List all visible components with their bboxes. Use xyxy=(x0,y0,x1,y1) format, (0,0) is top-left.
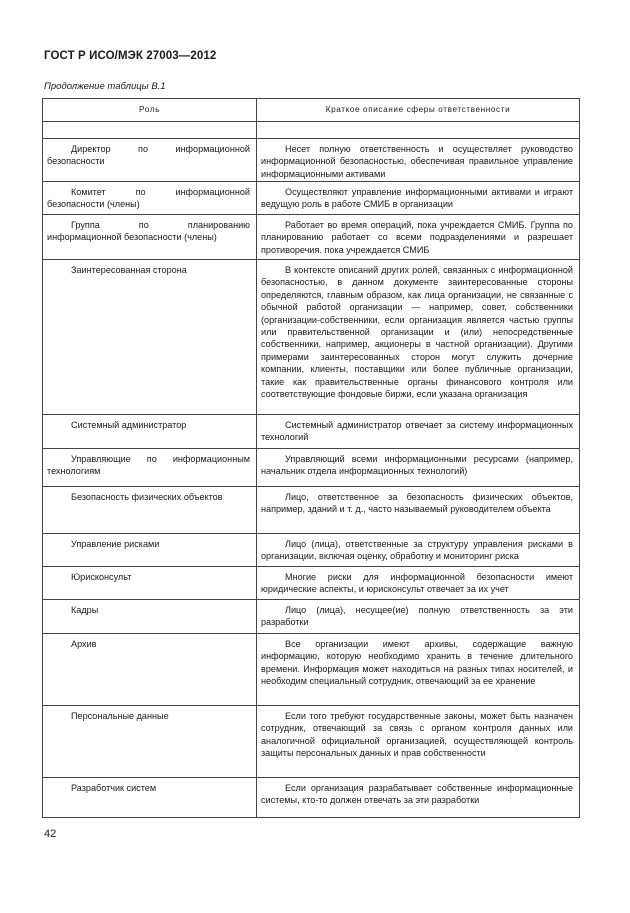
description-cell: Осуществляют управление информационными активами и играют ведущую роль в работе СМИБ в организации xyxy=(257,182,580,215)
description-cell: Если организация разрабатывает собственные информационные системы, кто-то должен отвечать за эти разработки xyxy=(257,778,580,818)
table-row xyxy=(43,567,580,600)
description-cell: Многие риски для информационной безопасности имеют юридические аспекты, и юрисконсульт отвечает за их учет xyxy=(257,567,580,600)
description-cell: Лицо (лица), несущее(ие) полную ответственность за эти разработки xyxy=(257,600,580,634)
description-cell: Лицо, ответственное за безопасность физических объектов, например, зданий и т. д., часто называемый руководителем объекта xyxy=(257,487,580,534)
table-row xyxy=(43,215,580,260)
description-cell: Управляющий всеми информационными ресурсами (например, начальник отдела информационных технологий) xyxy=(257,449,580,487)
table-row xyxy=(43,182,580,215)
column-header-description: Краткое описание сферы ответственности xyxy=(257,99,580,122)
role-cell: Юрисконсульт xyxy=(43,567,257,600)
table-row xyxy=(43,600,580,634)
table-row xyxy=(43,778,580,818)
role-cell: Комитет по информационной безопасности (члены) xyxy=(43,182,257,215)
role-cell: Кадры xyxy=(43,600,257,634)
page-number: 42 xyxy=(44,828,57,840)
table-row xyxy=(43,706,580,778)
role-cell: Управляющие по информационным технологиям xyxy=(43,449,257,487)
table-row xyxy=(43,449,580,487)
document-header: ГОСТ Р ИСО/МЭК 27003—2012 xyxy=(44,50,217,62)
role-cell: Архив xyxy=(43,634,257,706)
description-cell: Если того требуют государственные законы, может быть назначен сотрудник, отвечающий за связь с органом контроля данных или аналогичной официальной организацией, осуществляющей контроль защиты персональных данных и прав собственности xyxy=(257,706,580,778)
roles-table xyxy=(42,98,580,818)
role-cell: Заинтересованная сторона xyxy=(43,260,257,415)
role-cell: Персональные данные xyxy=(43,706,257,778)
table-caption: Продолжение таблицы В.1 xyxy=(44,81,166,92)
role-cell: Директор по информационной безопасности xyxy=(43,139,257,182)
spacer-cell xyxy=(43,122,257,139)
description-cell: В контексте описаний других ролей, связанных с информационной безопасностью, в данном документе заинтересованные стороны определяются, главным образом, как лица организации, не связанные с обычной работой организации — например, совет, собственники (организации-собственники, если организация является частью группы или правительственной организации и (или) непосредственные собственники, например, акционеры в частной организации). Другими примерами заинтересованных сторон могут служить дочерние компании, клиенты, поставщики или более публичные организации, такие как правительственные органы финансового контроля или соответствующие фондовые биржи, если указана организация xyxy=(257,260,580,415)
table-row xyxy=(43,634,580,706)
role-cell: Разработчик систем xyxy=(43,778,257,818)
description-cell: Лицо (лица), ответственные за структуру управления рисками в организации, включая оценку, обработку и мониторинг риска xyxy=(257,534,580,567)
table-row xyxy=(43,139,580,182)
role-cell: Группа по планированию информационной безопасности (члены) xyxy=(43,215,257,260)
description-cell: Системный администратор отвечает за систему информационных технологий xyxy=(257,415,580,449)
role-cell: Системный администратор xyxy=(43,415,257,449)
column-header-role: Роль xyxy=(43,99,257,122)
table-header-row xyxy=(43,99,580,122)
description-cell: Несет полную ответственность и осуществляет руководство информационной безопасностью, обеспечивая правильное управление информационными активами xyxy=(257,139,580,182)
table-row xyxy=(43,534,580,567)
table-row xyxy=(43,260,580,415)
role-cell: Безопасность физических объектов xyxy=(43,487,257,534)
description-cell: Работает во время операций, пока учреждается СМИБ. Группа по планированию работает со всеми подразделениями и разрешает противоречия. пока учреждается СМИБ xyxy=(257,215,580,260)
table-row xyxy=(43,415,580,449)
spacer-row xyxy=(43,122,580,139)
role-cell: Управление рисками xyxy=(43,534,257,567)
description-cell: Все организации имеют архивы, содержащие важную информацию, которую необходимо хранить в течение длительного времени. Информация может находиться на разных типах носителей, и необходим специальный сотрудник, отвечающий за ее хранение xyxy=(257,634,580,706)
table-row xyxy=(43,487,580,534)
spacer-cell xyxy=(257,122,580,139)
